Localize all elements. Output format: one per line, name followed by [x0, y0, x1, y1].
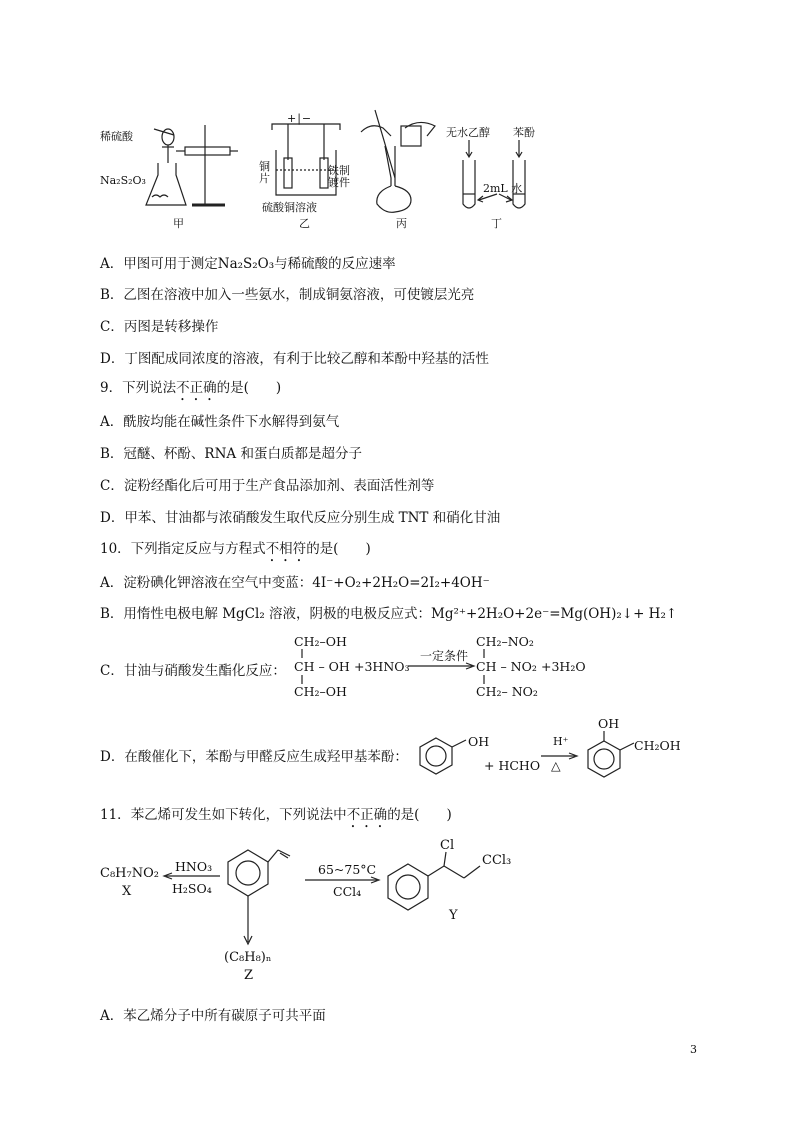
phenol-oh: OH — [468, 734, 490, 749]
q8-option-c: C．丙图是转移操作 — [100, 319, 219, 335]
product-x-formula: C₈H₇NO₂ — [100, 866, 159, 881]
transfer-operation-drawing — [355, 108, 445, 213]
q8-option-a: A．甲图可用于测定Na₂S₂O₃与稀硫酸的反应速率 — [100, 256, 396, 272]
q9-option-d: D．甲苯、甘油都与浓硝酸发生取代反应分别生成 TNT 和硝化甘油 — [100, 510, 501, 526]
nitroglycerin-row-1: CH₂–NO₂ — [476, 634, 534, 649]
nitroglycerin-row-3: CH₂– NO₂ — [476, 684, 538, 699]
product-y-structure — [386, 852, 496, 912]
hydroxymethylphenol-structure — [586, 729, 676, 781]
q10-option-b: B．用惰性电极电解 MgCl₂ 溶液，阴极的电极反应式：Mg²⁺+2H₂O+2e⁻=Mg(OH)₂↓+ H₂↑ — [100, 606, 678, 622]
label-na2s2o3: Na₂S₂O₃ — [100, 174, 146, 187]
product-oh: OH — [598, 716, 620, 731]
catalyst-h-plus: H⁺ — [553, 735, 569, 748]
product-y-cl: Cl — [440, 838, 455, 853]
reaction-arrow-c — [408, 662, 478, 670]
heat-symbol: △ — [551, 758, 561, 773]
glycerol-row-3: CH₂–OH — [294, 684, 347, 699]
condition-temperature: 65~75°C — [318, 862, 377, 877]
solvent-ccl4: CCl₄ — [333, 884, 362, 899]
glycerol-bonds — [300, 649, 304, 689]
q10-stem: 10．下列指定反应与方程式不相符的是( ) — [100, 541, 371, 557]
label-copper-plate: 铜片 — [259, 160, 270, 185]
q8-option-b: B．乙图在溶液中加入一些氨水，制成铜氨溶液，可使镀层光亮 — [100, 287, 475, 303]
emphasis-text: 不正确 — [176, 380, 217, 396]
emphasis-text: 不相符 — [265, 541, 307, 557]
arrow-to-x — [162, 872, 222, 880]
reagent-h2so4: H₂SO₄ — [172, 881, 212, 896]
q10-option-a: A．淀粉碘化钾溶液在空气中变蓝：4I⁻+O₂+2H₂O=2I₂+4OH⁻ — [100, 575, 490, 591]
product-x-label: X — [122, 884, 132, 899]
page-number: 3 — [690, 1043, 697, 1056]
emphasis-text: 不正确 — [346, 807, 388, 823]
glycerol-row-1: CH₂–OH — [294, 634, 347, 649]
product-z-formula: (C₈H₈)ₙ — [224, 950, 272, 965]
caption-bing: 丙 — [396, 217, 407, 230]
nitroglycerin-bonds — [482, 649, 486, 689]
label-anhydrous-ethanol: 无水乙醇 — [446, 126, 490, 139]
q9-option-c: C．淀粉经酯化后可用于生产食品添加剂、表面活性剂等 — [100, 478, 435, 494]
caption-ding: 丁 — [491, 217, 502, 230]
label-iron-piece: 铁制镀件 — [328, 164, 350, 189]
styrene-structure — [226, 838, 306, 938]
test-tubes-drawing — [455, 138, 535, 213]
q8-option-d: D．丁图配成同浓度的溶液，有利于比较乙醇和苯酚中羟基的活性 — [100, 351, 489, 367]
product-y-ccl3: CCl₃ — [482, 853, 512, 868]
label-2ml-water: 2mL 水 — [483, 182, 523, 195]
product-ch2oh: CH₂OH — [634, 738, 681, 753]
product-z-label: Z — [244, 968, 254, 983]
caption-yi: 乙 — [299, 217, 310, 230]
arrow-to-y — [305, 876, 385, 884]
product-3h2o: +3H₂O — [541, 659, 586, 674]
reagent-hno3: HNO₃ — [175, 859, 213, 874]
caption-jia: 甲 — [173, 217, 184, 230]
product-y-label: Y — [449, 908, 458, 923]
reaction-arrow-d — [541, 752, 581, 760]
q9-stem: 9．下列说法不正确的是( ) — [100, 380, 282, 396]
q11-option-a: A．苯乙烯分子中所有碳原子可共平面 — [100, 1008, 326, 1024]
glycerol-row-2: CH – OH — [294, 659, 350, 674]
q9-option-b: B．冠醚、杯酚、RNA 和蛋白质都是超分子 — [100, 446, 362, 462]
q11-stem: 11．苯乙烯可发生如下转化，下列说法中不正确的是( ) — [100, 807, 452, 823]
label-phenol: 苯酚 — [513, 126, 535, 139]
condition-text: 一定条件 — [420, 649, 469, 663]
apparatus-jia-drawing — [140, 105, 240, 215]
q9-option-a: A．酰胺均能在碱性条件下水解得到氨气 — [100, 414, 340, 430]
power-supply-symbol: +|− — [287, 112, 313, 125]
nitroglycerin-row-2: CH – NO₂ — [476, 659, 537, 674]
reagent-3hno3: +3HNO₃ — [354, 659, 410, 674]
reagent-hcho: + HCHO — [484, 758, 541, 773]
formula-na2s2o3: Na₂S₂O₃ — [217, 256, 275, 272]
label-dilute-h2so4: 稀硫酸 — [100, 130, 133, 143]
label-cuso4-solution: 硫酸铜溶液 — [262, 201, 317, 214]
